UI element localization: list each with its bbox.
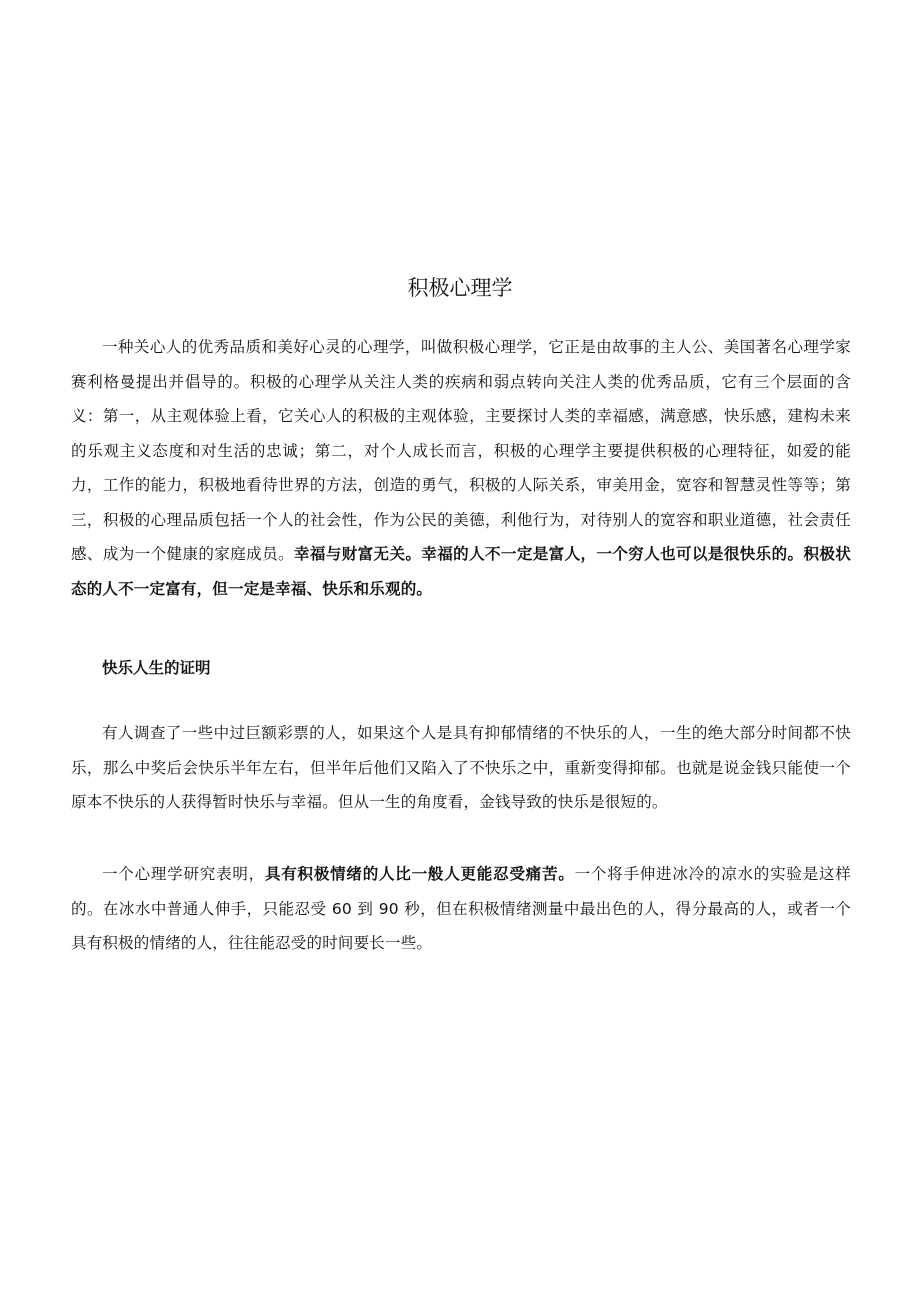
paragraph-experiment — [71, 857, 851, 961]
paragraph-intro — [71, 330, 851, 606]
document-title: 积极心理学 — [407, 276, 513, 301]
paragraph-experiment-rest: 一个将手伸进冰冷的凉水的实验是这样的。在冰水中普通人伸手，只能忍受 60 到 90 秒，但在积极情绪测量中最出色的人，得分最高的人，或者一个具有积极的情绪的人，往往能忍受的时间要长一些。 — [71, 865, 851, 952]
paragraph-experiment-bold: 具有积极情绪的人比一般人更能忍受痛苦。 — [264, 865, 575, 883]
paragraph-intro-text: 一种关心人的优秀品质和美好心灵的心理学，叫做积极心理学，它正是由故事的主人公、美国著名心理学家赛利格曼提出并倡导的。积极的心理学从关注人类的疾病和弱点转向关注人类的优秀品质，它有三个层面的含义：第一，从主观体验上看，它关心人的积极的主观体验，主要探讨人类的幸福感，满意感，快乐感，建构未来的乐观主义态度和对生活的忠诚；第二，对个人成长而言，积极的心理学主要提供积极的心理特征，如爱的能力，工作的能力，积极地看待世界的方法，创造的勇气，积极的人际关系，审美用金，宽容和智慧灵性等等；第三，积极的心理品质包括一个人的社会性，作为公民的美德，利他行为，对待别人的宽容和职业道德，社会责任感、成为一个健康的家庭成员。 — [71, 338, 851, 563]
paragraph-intro-bold: 幸福与财富无关。幸福的人不一定是富人，一个穷人也可以是很快乐的。积极状态的人不一定富有，但一定是幸福、快乐和乐观的。 — [71, 545, 851, 598]
paragraph-lottery: 有人调查了一些中过巨额彩票的人，如果这个人是具有抑郁情绪的不快乐的人，一生的绝大部分时间都不快乐，那么中奖后会快乐半年左右，但半年后他们又陷入了不快乐之中，重新变得抑郁。也就是说金钱只能使一个原本不快乐的人获得暂时快乐与幸福。但从一生的角度看，金钱导致的快乐是很短的。 — [71, 724, 851, 811]
paragraph-experiment-lead: 一个心理学研究表明， — [102, 865, 265, 883]
section-heading: 快乐人生的证明 — [102, 659, 211, 677]
